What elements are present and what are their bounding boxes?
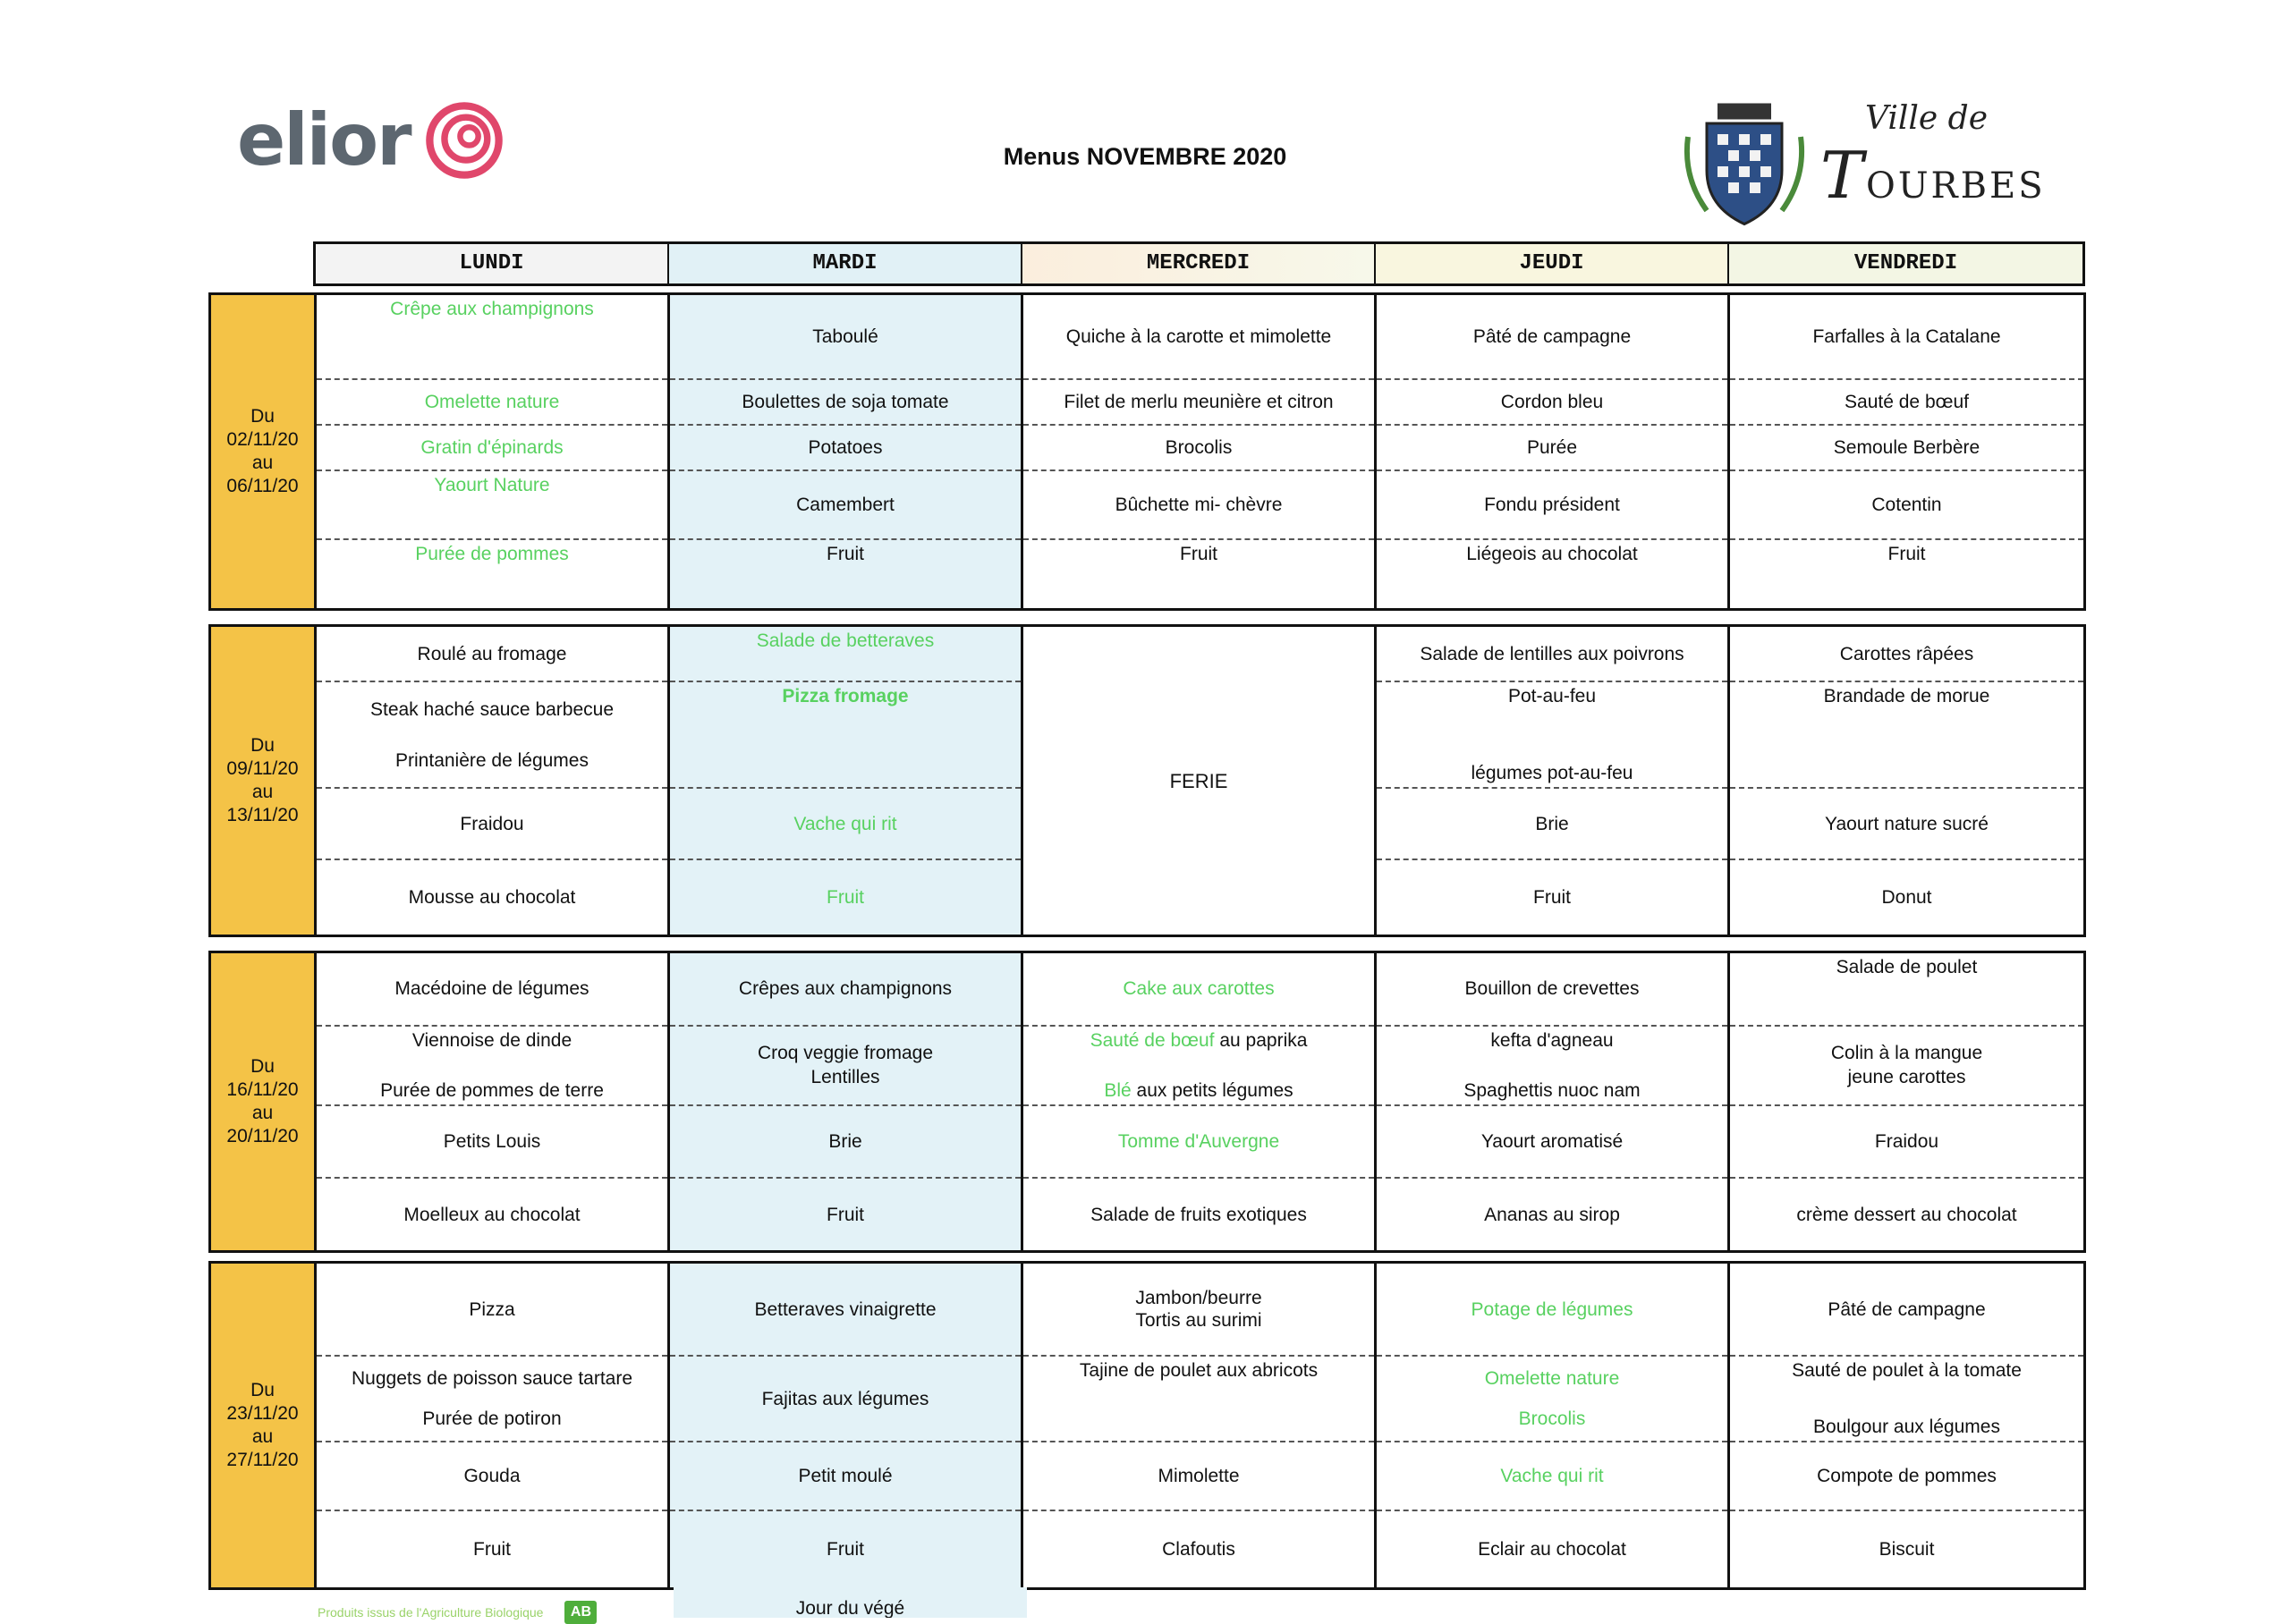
menu-item: Farfalles à la Catalane: [1730, 295, 2083, 380]
menu-item: Yaourt aromatisé: [1377, 1106, 1727, 1180]
menu-item: Omelette nature: [1484, 1368, 1620, 1390]
menu-item: Purée de pommes: [415, 544, 569, 565]
menu-cell-pair: [1023, 1264, 1374, 1357]
menu-item-organic: Blé: [1104, 1079, 1132, 1101]
menu-item: Salade de fruits exotiques: [1090, 1204, 1307, 1225]
city-rest: OURBES: [1866, 165, 2046, 207]
menu-item: Mimolette: [1023, 1442, 1374, 1512]
day-header-lundi: LUNDI: [316, 244, 669, 283]
menu-item: Tomme d'Auvergne: [1023, 1106, 1374, 1180]
day-header-vendredi: VENDREDI: [1729, 244, 2082, 283]
menu-item: Steak haché sauce barbecue: [369, 699, 615, 721]
day-column-mardi: [670, 1264, 1023, 1587]
menu-item: Liégeois au chocolat: [1466, 544, 1638, 565]
menu-item: Vache qui rit: [1377, 1442, 1727, 1512]
menu-item: Spaghettis nuoc nam: [1463, 1079, 1641, 1101]
menu-item: Ananas au sirop: [1484, 1204, 1620, 1225]
day-column-mercredi: [1023, 295, 1377, 608]
menu-item: Biscuit: [1879, 1539, 1935, 1561]
menu-item: Fruit: [1533, 886, 1571, 908]
menu-item: Vache qui rit: [670, 789, 1021, 859]
menu-item: Purée: [1377, 426, 1727, 471]
menu-item: Quiche à la carotte et mimolette: [1023, 295, 1374, 380]
organic-legend-text: Produits issus de l'Agriculture Biologique: [318, 1605, 544, 1620]
menu-cell-pair: [1730, 1027, 2083, 1106]
menu-item: Camembert: [670, 471, 1021, 541]
day-column-vendredi: [1730, 627, 2083, 935]
menu-item: Boulettes de soja tomate: [670, 380, 1021, 426]
menu-item: crème dessert au chocolat: [1796, 1204, 2017, 1225]
menu-item: Printanière de légumes: [395, 749, 589, 771]
menu-item: Eclair au chocolat: [1478, 1539, 1626, 1561]
menu-item: Brie: [670, 1106, 1021, 1180]
menu-item: Donut: [1881, 886, 1932, 908]
menu-item: Fajitas aux légumes: [670, 1357, 1021, 1442]
menu-item: Omelette nature: [317, 380, 667, 426]
week-row-4: [208, 1261, 2086, 1590]
menu-item: Tortis au surimi: [1135, 1310, 1262, 1332]
menu-item: Gouda: [317, 1442, 667, 1512]
menu-cell-pair: [317, 682, 667, 789]
week-row-1: [208, 292, 2086, 611]
menu-item: Viennoise de dinde: [411, 1029, 572, 1051]
city-crest-icon: [1677, 97, 1811, 231]
menu-item: jeune carottes: [1847, 1067, 1966, 1088]
menu-item-organic: Sauté de bœuf: [1090, 1029, 1215, 1051]
day-column-mardi: [670, 295, 1023, 608]
day-column-mardi: [670, 953, 1023, 1250]
menu-item: Brie: [1377, 789, 1727, 859]
menu-item: Fraidou: [317, 789, 667, 859]
menu-item: Sauté de bœuf: [1730, 380, 2083, 426]
tarbes-logo: [1677, 97, 2046, 231]
menu-item: Fruit: [827, 1539, 864, 1561]
menu-item: Potatoes: [670, 426, 1021, 471]
menu-item: légumes pot-au-feu: [1471, 763, 1633, 784]
day-column-mardi: [670, 627, 1023, 935]
elior-logo: [237, 98, 505, 182]
menu-item: Potage de légumes: [1377, 1264, 1727, 1357]
holiday-label: FERIE: [1169, 769, 1228, 792]
day-column-mercredi: [1023, 1264, 1377, 1587]
page-title: Menus NOVEMBRE 2020: [1003, 143, 1287, 170]
menu-item: Gratin d'épinards: [317, 426, 667, 471]
menu-item: Fondu président: [1377, 471, 1727, 541]
menu-item: Crêpe aux champignons: [317, 295, 667, 380]
menu-item: Fraidou: [1730, 1106, 2083, 1180]
menu-item: Brocolis: [1518, 1408, 1586, 1430]
menu-item: Mousse au chocolat: [408, 886, 576, 908]
menu-item: Boulgour aux légumes: [1813, 1416, 2000, 1437]
day-header-mardi: MARDI: [669, 244, 1022, 283]
menu-item: Lentilles: [810, 1067, 880, 1088]
menu-item: Salade de poulet: [1730, 953, 2083, 1027]
menu-item: Purée de potiron: [422, 1408, 562, 1430]
day-column-jeudi: [1377, 1264, 1730, 1587]
menu-item: Yaourt Nature: [317, 471, 667, 541]
menu-item: Moelleux au chocolat: [403, 1204, 581, 1225]
week-row-3: [208, 951, 2086, 1253]
city-prefix: Ville de: [1865, 100, 1989, 137]
menu-item: Croq veggie fromage: [757, 1043, 934, 1064]
menu-item: Compote de pommes: [1730, 1442, 2083, 1512]
menu-line: [1104, 1078, 1293, 1103]
city-name: [1820, 138, 2046, 213]
organic-legend: [318, 1601, 597, 1624]
menu-item-suffix: au paprika: [1219, 1029, 1308, 1051]
menu-item: Fruit: [827, 544, 864, 565]
menu-cell-pair: [670, 1027, 1021, 1106]
menu-item: Fruit: [473, 1539, 511, 1561]
menu-item: Crêpes aux champignons: [670, 953, 1021, 1027]
menu-item: Filet de merlu meunière et citron: [1023, 380, 1374, 426]
week-row-2: [208, 624, 2086, 937]
day-header-jeudi: JEUDI: [1376, 244, 1729, 283]
organic-ab-badge: AB: [564, 1601, 597, 1624]
menu-item: Brocolis: [1023, 426, 1374, 471]
day-column-jeudi: [1377, 295, 1730, 608]
menu-cell-pair: [317, 1027, 667, 1106]
menu-item: Brandade de morue: [1730, 682, 2083, 789]
day-column-lundi: [317, 953, 670, 1250]
menu-item: Bûchette mi- chèvre: [1023, 471, 1374, 541]
menu-item: Pizza fromage: [670, 682, 1021, 789]
city-initial: T: [1820, 138, 1867, 213]
menu-cell-pair: [1377, 1357, 1727, 1442]
menu-item: Taboulé: [670, 295, 1021, 380]
menu-item: Semoule Berbère: [1730, 426, 2083, 471]
menu-item: Colin à la mangue: [1830, 1043, 1983, 1064]
menu-item: Cake aux carottes: [1023, 953, 1374, 1027]
elior-rose-icon: [423, 99, 505, 182]
menu-item: Jambon/beurre: [1135, 1288, 1262, 1309]
menu-cell-pair: [1023, 1027, 1374, 1106]
menu-item: kefta d'agneau: [1490, 1029, 1614, 1051]
menu-item: Tajine de poulet aux abricots: [1023, 1357, 1374, 1442]
menu-item: Pizza: [317, 1264, 667, 1357]
day-column-jeudi: [1377, 953, 1730, 1250]
menu-cell-pair: [1730, 1357, 2083, 1442]
menu-item: Fruit: [827, 1204, 864, 1225]
menu-item: Fruit: [1180, 544, 1217, 565]
week-date-range: Du 16/11/20 au 20/11/20: [211, 953, 317, 1250]
menu-item: Pâté de campagne: [1730, 1264, 2083, 1357]
menu-item: Roulé au fromage: [317, 627, 667, 682]
menu-item: Bouillon de crevettes: [1377, 953, 1727, 1027]
menu-item: Pot-au-feu: [1507, 686, 1597, 707]
menu-item: Yaourt nature sucré: [1730, 789, 2083, 859]
menu-cell-pair: [317, 1357, 667, 1442]
menu-line: [1090, 1028, 1308, 1053]
day-column-vendredi: [1730, 295, 2083, 608]
menu-item: Macédoine de légumes: [317, 953, 667, 1027]
menu-item: Carottes râpées: [1730, 627, 2083, 682]
week-date-range: Du 23/11/20 au 27/11/20: [211, 1264, 317, 1587]
menu-item: Petit moulé: [670, 1442, 1021, 1512]
week-date-range: Du 02/11/20 au 06/11/20: [211, 295, 317, 608]
day-header-row: [313, 241, 2085, 286]
menu-item: Salade de lentilles aux poivrons: [1377, 627, 1727, 682]
menu-item: Betteraves vinaigrette: [670, 1264, 1021, 1357]
menu-item-suffix: aux petits légumes: [1136, 1079, 1293, 1101]
menu-cell-pair: [1377, 1027, 1727, 1106]
menu-item: Cotentin: [1730, 471, 2083, 541]
menu-item: Salade de betteraves: [670, 627, 1021, 682]
day-column-vendredi: [1730, 1264, 2083, 1587]
veggie-day-note: Jour du végé: [674, 1587, 1027, 1618]
day-header-mercredi: MERCREDI: [1022, 244, 1376, 283]
day-column-mercredi: [1023, 953, 1377, 1250]
elior-wordmark: elior: [237, 98, 411, 182]
day-column-lundi: [317, 1264, 670, 1587]
menu-item: Fruit: [1887, 544, 1926, 565]
menu-item: Petits Louis: [317, 1106, 667, 1180]
menu-item: Cordon bleu: [1377, 380, 1727, 426]
menu-item: Fruit: [827, 886, 864, 908]
menu-item: Purée de pommes de terre: [380, 1079, 604, 1101]
menu-item: Pâté de campagne: [1377, 295, 1727, 380]
day-column-jeudi: [1377, 627, 1730, 935]
menu-cell-pair: [1377, 682, 1727, 789]
day-column-lundi: [317, 295, 670, 608]
day-column-lundi: [317, 627, 670, 935]
week-date-range: Du 09/11/20 au 13/11/20: [211, 627, 317, 935]
menu-item: Clafoutis: [1162, 1539, 1235, 1561]
day-column-mercredi: [1023, 627, 1377, 935]
menu-item: Sauté de poulet à la tomate: [1792, 1360, 2022, 1382]
day-column-vendredi: [1730, 953, 2083, 1250]
menu-item: Nuggets de poisson sauce tartare: [351, 1368, 633, 1390]
